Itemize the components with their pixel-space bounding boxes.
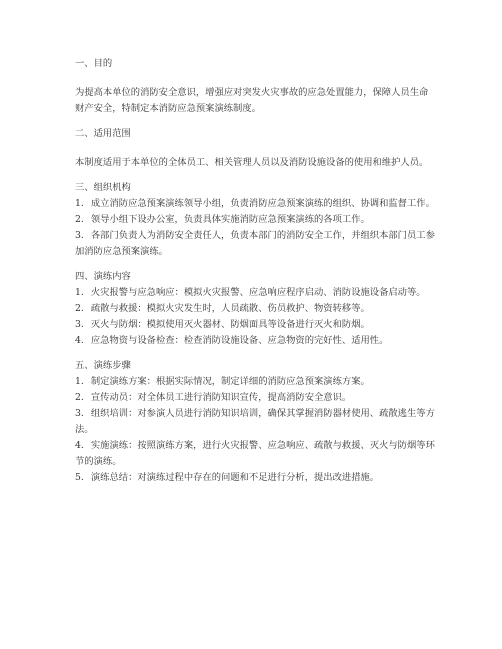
list-item <box>75 317 435 333</box>
section-heading-scope: 二、适用范围 <box>75 128 131 139</box>
item-text: 成立消防应急预案演练领导小组，负责消防应急预案演练的组织、协调和监督工作。 <box>90 198 435 209</box>
item-text: 宣传动员：对全体员工进行消防知识宣传，提高消防安全意识。 <box>90 392 352 403</box>
document-body <box>75 56 435 486</box>
item-text: 领导小组下设办公室，负责具体实施消防应急预案演练的各项工作。 <box>90 214 370 225</box>
section-heading-content: 四、演练内容 <box>75 271 131 282</box>
item-number: 1. <box>75 198 84 209</box>
section-heading-organization: 三、组织机构 <box>75 182 131 193</box>
list-item <box>75 438 435 470</box>
list-item <box>75 196 435 212</box>
item-text: 灭火与防烟：模拟使用灭火器材、防烟面具等设备进行灭火和防烟。 <box>90 319 370 330</box>
item-number: 2. <box>75 392 84 403</box>
item-text: 演练总结：对演练过程中存在的问题和不足进行分析，提出改进措施。 <box>90 472 380 483</box>
list-item <box>75 333 435 349</box>
item-text: 疏散与救援：模拟火灾发生时，人员疏散、伤员救护、物资转移等。 <box>90 303 370 314</box>
item-number: 3. <box>75 408 84 419</box>
item-text: 应急物资与设备检查：检查消防设施设备、应急物资的完好性、适用性。 <box>90 335 389 346</box>
item-number: 5. <box>75 472 84 483</box>
item-number: 2. <box>75 214 84 225</box>
item-number: 1. <box>75 287 84 298</box>
section-paragraph-scope: 本制度适用于本单位的全体员工、相关管理人员以及消防设施设备的使用和维护人员。 <box>75 157 429 168</box>
item-text: 各部门负责人为消防安全责任人，负责本部门的消防安全工作，并组织本部门员工参加消防应急预案演练。 <box>75 230 435 257</box>
list-item <box>75 301 435 317</box>
list-item <box>75 285 435 301</box>
section-heading-steps: 五、演练步骤 <box>75 360 131 371</box>
item-text: 组织培训：对参演人员进行消防知识培训，确保其掌握消防器材使用、疏散逃生等方法。 <box>75 408 435 435</box>
item-number: 3. <box>75 319 84 330</box>
item-text: 火灾报警与应急响应：模拟火灾报警、应急响应程序启动、消防设施设备启动等。 <box>90 287 426 298</box>
list-item <box>75 390 435 406</box>
item-number: 3. <box>75 230 84 241</box>
item-number: 4. <box>75 335 84 346</box>
list-item <box>75 212 435 228</box>
section-paragraph-purpose: 为提高本单位的消防安全意识，增强应对突发火灾事故的应急处置能力，保障人员生命财产安全，特制定本消防应急预案演练制度。 <box>75 87 429 114</box>
list-item <box>75 470 435 486</box>
section-heading-purpose: 一、目的 <box>75 58 113 69</box>
item-number: 2. <box>75 303 84 314</box>
list-item <box>75 406 435 438</box>
list-item <box>75 228 435 260</box>
item-number: 4. <box>75 440 84 451</box>
item-number: 1. <box>75 376 84 387</box>
item-text: 制定演练方案：根据实际情况，制定详细的消防应急预案演练方案。 <box>90 376 370 387</box>
list-item <box>75 374 435 390</box>
item-text: 实施演练：按照演练方案，进行火灾报警、应急响应、疏散与救援、灭火与防烟等环节的演练。 <box>75 440 435 467</box>
